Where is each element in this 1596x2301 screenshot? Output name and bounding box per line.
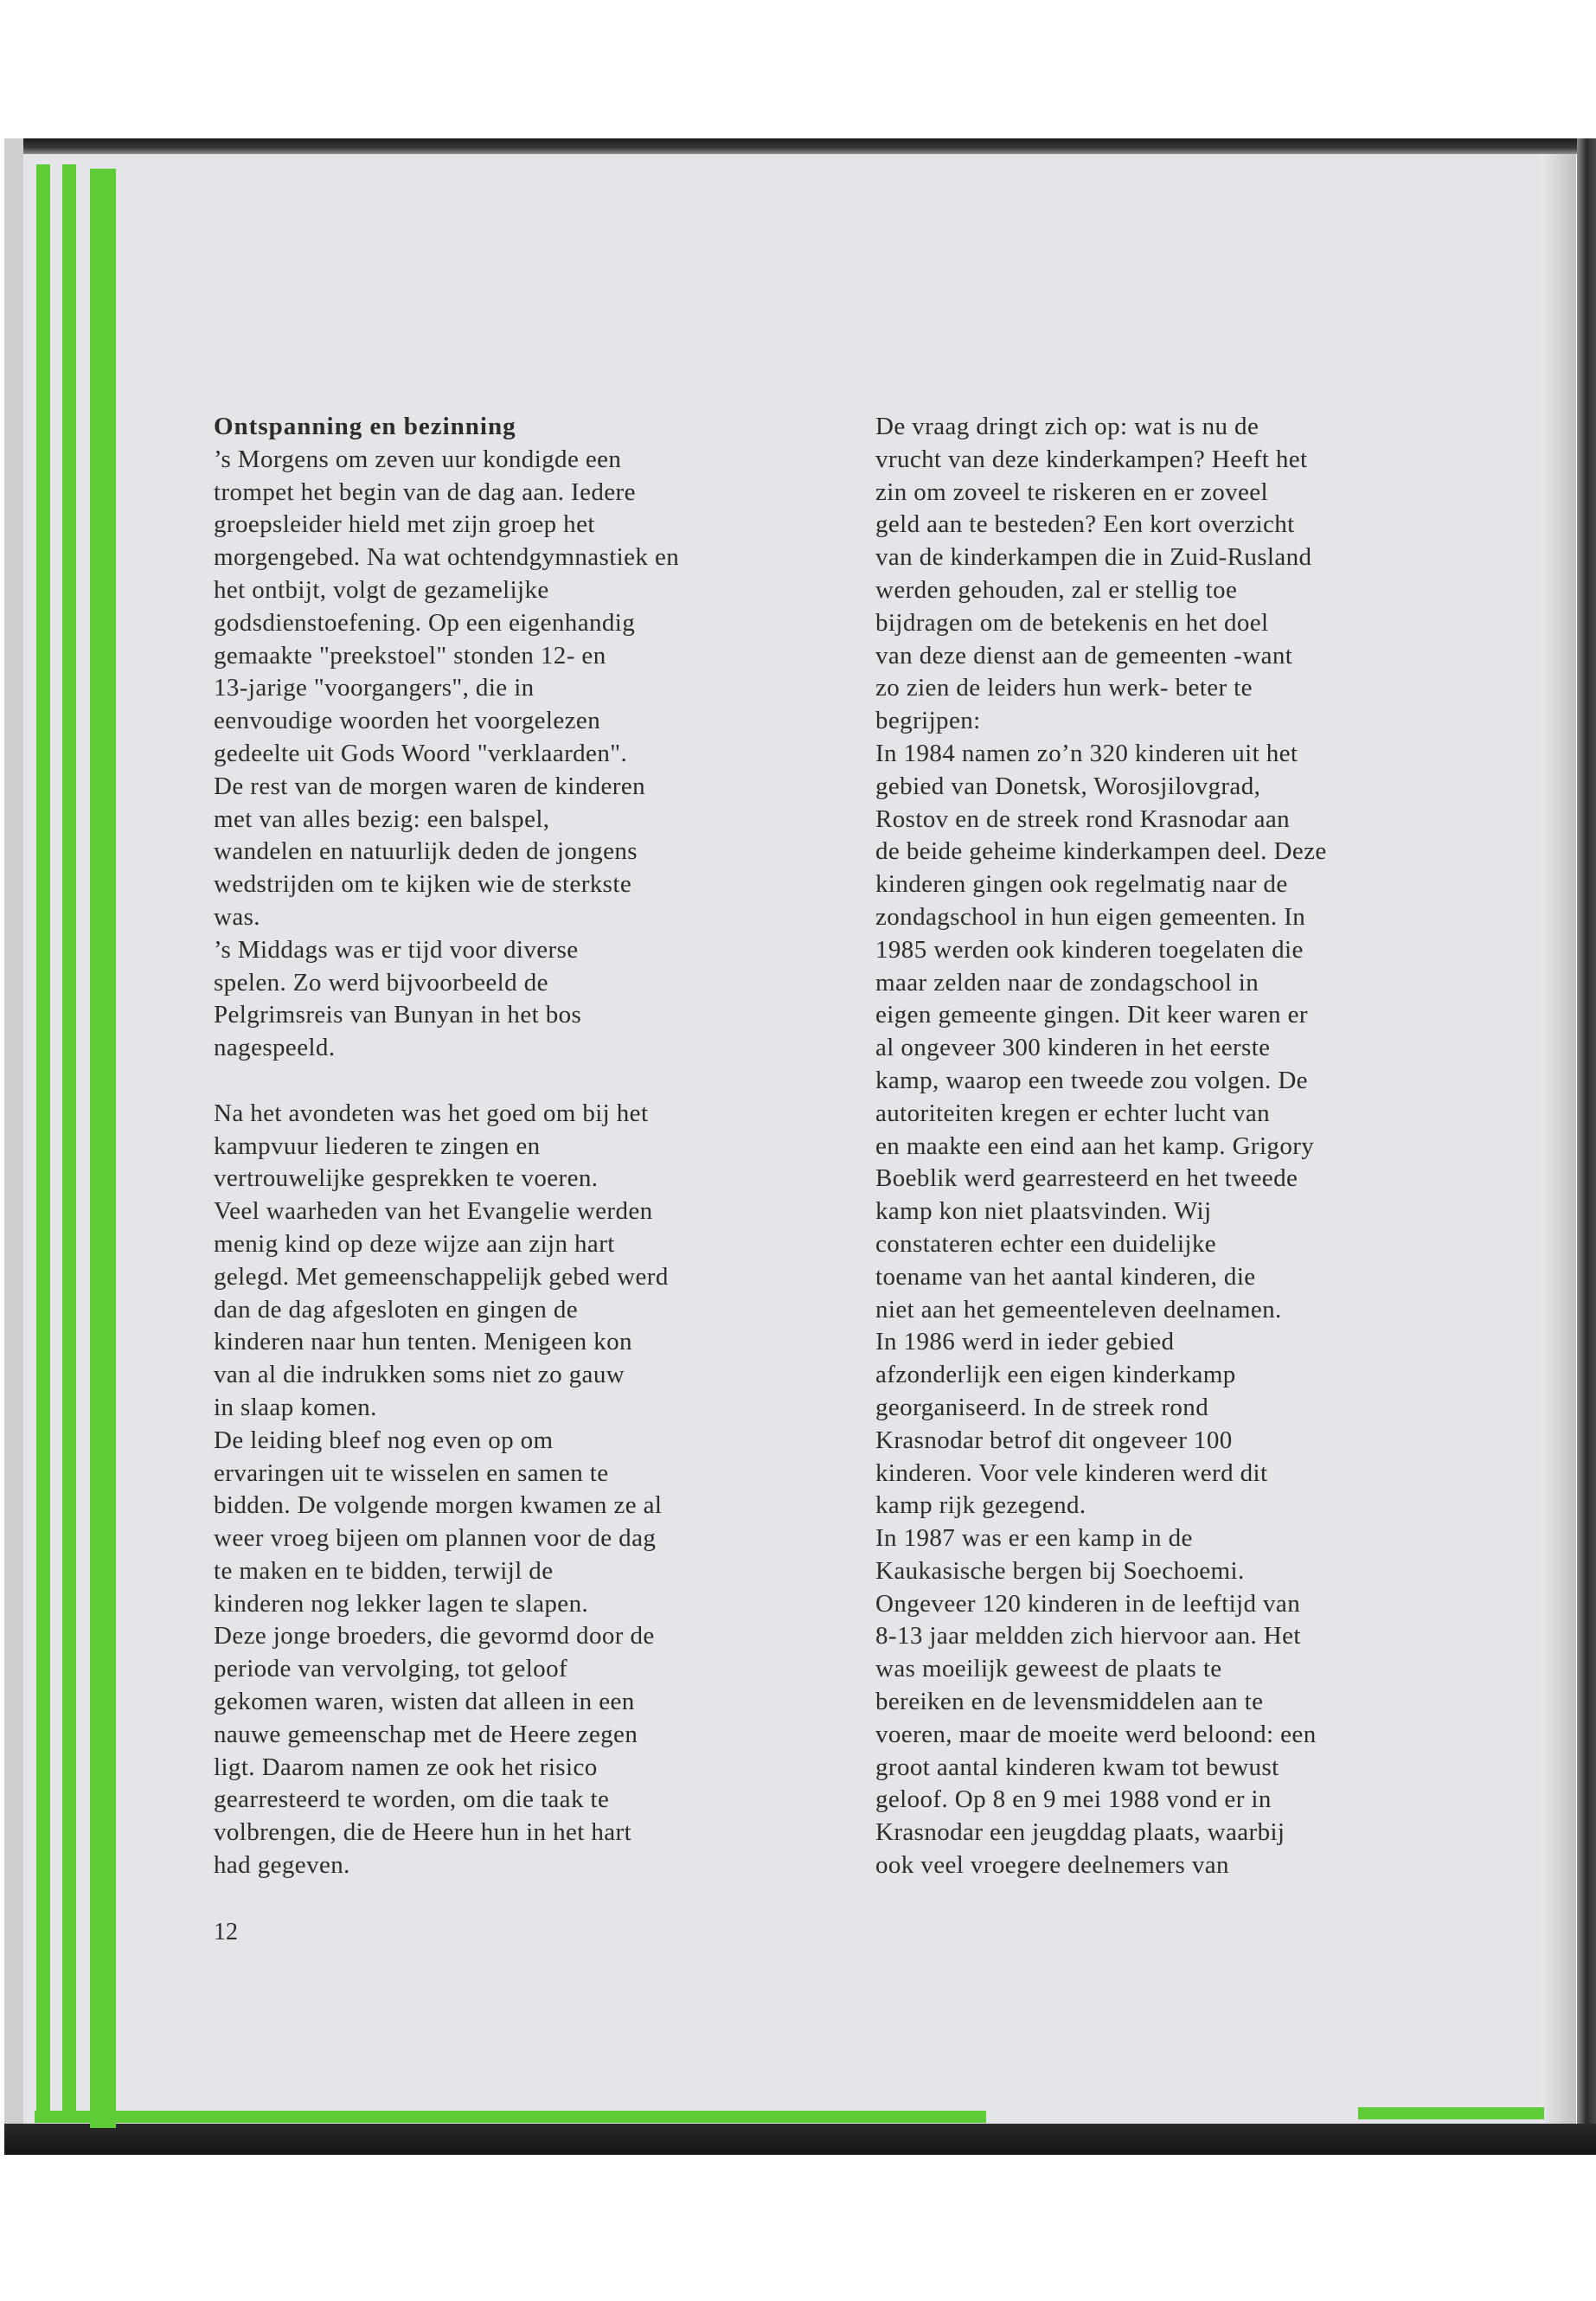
- text-line: georganiseerd. In de streek rond: [875, 1393, 1209, 1421]
- text-line: Krasnodar een jeugddag plaats, waarbij: [875, 1818, 1285, 1847]
- text-line: Na het avondeten was het goed om bij het: [214, 1099, 649, 1127]
- text-line: zondagschool in hun eigen gemeenten. In: [875, 902, 1306, 931]
- text-line: wandelen en natuurlijk deden de jongens: [214, 837, 638, 866]
- text-line: gemaakte "preekstoel" stonden 12- en: [214, 641, 606, 670]
- text-line: kinderen. Voor vele kinderen werd dit: [875, 1458, 1268, 1487]
- text-line: ’s Middags was er tijd voor diverse: [214, 935, 579, 964]
- text-line: groot aantal kinderen kwam tot bewust: [875, 1753, 1279, 1781]
- section-heading: Ontspanning en bezinning: [214, 413, 516, 440]
- text-line: kinderen nog lekker lagen te slapen.: [214, 1589, 589, 1618]
- text-line: weer vroeg bijeen om plannen voor de dag: [214, 1524, 657, 1553]
- text-line: kinderen naar hun tenten. Menigeen kon: [214, 1328, 632, 1356]
- text-line: van deze dienst aan de gemeenten -want: [875, 641, 1293, 670]
- text-line: morgengebed. Na wat ochtendgymnastiek en: [214, 543, 680, 572]
- text-line: Ongeveer 120 kinderen in de leeftijd van: [875, 1589, 1301, 1618]
- text-line: gekomen waren, wisten dat alleen in een: [214, 1688, 635, 1716]
- text-line: eigen gemeente gingen. Dit keer waren er: [875, 1001, 1308, 1029]
- text-line: geloof. Op 8 en 9 mei 1988 vond er in: [875, 1785, 1272, 1814]
- text-line: groepsleider hield met zijn groep het: [214, 510, 595, 539]
- book-frame-top: [4, 138, 1596, 154]
- paragraph-gap: [214, 1065, 811, 1098]
- text-line: menig kind op deze wijze aan zijn hart: [214, 1229, 615, 1258]
- right-text-column: [875, 411, 1472, 1882]
- text-line: In 1987 was er een kamp in de: [875, 1524, 1193, 1553]
- text-line: kampvuur liederen te zingen en: [214, 1131, 541, 1160]
- text-line: nagespeeld.: [214, 1034, 336, 1062]
- text-line: toename van het aantal kinderen, die: [875, 1262, 1256, 1291]
- text-line: nauwe gemeenschap met de Heere zegen: [214, 1720, 638, 1748]
- page-fore-edge: [1540, 154, 1576, 2124]
- text-line: Veel waarheden van het Evangelie werden: [214, 1197, 653, 1226]
- text-line: constateren echter een duidelijke: [875, 1229, 1217, 1258]
- text-line: gebied van Donetsk, Worosjilovgrad,: [875, 772, 1261, 800]
- text-line: het ontbijt, volgt de gezamelijke: [214, 575, 549, 604]
- text-line: had gegeven.: [214, 1851, 350, 1880]
- text-line: zin om zoveel te riskeren en er zoveel: [875, 478, 1269, 506]
- green-bottom-strip: [35, 2111, 986, 2123]
- text-line: werden gehouden, zal er stellig toe: [875, 575, 1238, 604]
- text-line: autoriteiten kregen er echter lucht van: [875, 1099, 1271, 1127]
- text-line: spelen. Zo werd bijvoorbeeld de: [214, 968, 548, 997]
- book-frame-right: [1577, 138, 1596, 2154]
- text-line: eenvoudige woorden het voorgelezen: [214, 707, 601, 735]
- text-line: kamp kon niet plaatsvinden. Wij: [875, 1197, 1212, 1226]
- text-line: Kaukasische bergen bij Soechoemi.: [875, 1556, 1245, 1585]
- text-line: Deze jonge broeders, die gevormd door de: [214, 1622, 655, 1650]
- text-line: gearresteerd te worden, om die taak te: [214, 1785, 610, 1814]
- green-edge-strip: [36, 164, 50, 2111]
- text-line: afzonderlijk een eigen kinderkamp: [875, 1361, 1236, 1389]
- text-line: al ongeveer 300 kinderen in het eerste: [875, 1034, 1271, 1062]
- text-line: gelegd. Met gemeenschappelijk gebed werd: [214, 1262, 669, 1291]
- text-line: in slaap komen.: [214, 1393, 377, 1421]
- text-line: godsdienstoefening. Op een eigenhandig: [214, 608, 636, 637]
- text-line: Krasnodar betrof dit ongeveer 100: [875, 1426, 1233, 1454]
- text-line: De leiding bleef nog even op om: [214, 1426, 554, 1454]
- text-line: De vraag dringt zich op: wat is nu de: [875, 413, 1259, 440]
- text-line: kamp rijk gezegend.: [875, 1491, 1086, 1520]
- text-line: ’s Morgens om zeven uur kondigde een: [214, 445, 622, 473]
- text-line: 13-jarige "voorgangers", die in: [214, 674, 535, 702]
- text-line: ligt. Daarom namen ze ook het risico: [214, 1753, 598, 1781]
- text-line: met van alles bezig: een balspel,: [214, 804, 550, 833]
- paragraph-2: [214, 1098, 811, 1882]
- text-line: Pelgrimsreis van Bunyan in het bos: [214, 1001, 582, 1029]
- text-line: maar zelden naar de zondagschool in: [875, 968, 1259, 997]
- text-line: was.: [214, 902, 260, 931]
- text-line: begrijpen:: [875, 707, 981, 735]
- text-line: wedstrijden om te kijken wie de sterkste: [214, 870, 632, 899]
- book-frame-bottom: [4, 2124, 1596, 2155]
- text-line: vrucht van deze kinderkampen? Heeft het: [875, 445, 1308, 473]
- text-line: Rostov en de streek rond Krasnodar aan: [875, 804, 1291, 833]
- text-line: In 1986 werd in ieder gebied: [875, 1328, 1175, 1356]
- text-line: volbrengen, die de Heere hun in het hart: [214, 1818, 632, 1847]
- text-line: vertrouwelijke gesprekken te voeren.: [214, 1164, 599, 1193]
- green-edge-strip: [90, 169, 116, 2128]
- text-line: bidden. De volgende morgen kwamen ze al: [214, 1491, 663, 1520]
- text-line: In 1984 namen zo’n 320 kinderen uit het: [875, 739, 1298, 767]
- text-line: periode van vervolging, tot geloof: [214, 1655, 568, 1683]
- text-line: trompet het begin van de dag aan. Iedere: [214, 478, 636, 506]
- text-line: kamp, waarop een tweede zou volgen. De: [875, 1066, 1308, 1094]
- text-line: De rest van de morgen waren de kinderen: [214, 772, 646, 800]
- text-line: geld aan te besteden? Een kort overzicht: [875, 510, 1295, 539]
- right-column-text: [875, 411, 1472, 1882]
- text-line: 1985 werden ook kinderen toegelaten die: [875, 935, 1304, 964]
- text-line: kinderen gingen ook regelmatig naar de: [875, 870, 1288, 899]
- text-line: de beide geheime kinderkampen deel. Deze: [875, 837, 1327, 866]
- green-edge-strip: [62, 164, 76, 2115]
- green-bottom-strip: [1358, 2107, 1544, 2119]
- book-frame-left: [4, 138, 23, 2154]
- text-line: Boeblik werd gearresteerd en het tweede: [875, 1164, 1298, 1193]
- text-line: en maakte een eind aan het kamp. Grigory: [875, 1131, 1315, 1160]
- text-line: dan de dag afgesloten en gingen de: [214, 1295, 579, 1324]
- text-line: was moeilijk geweest de plaats te: [875, 1655, 1222, 1683]
- page-number: 12: [214, 1919, 238, 1945]
- text-line: van al die indrukken soms niet zo gauw: [214, 1361, 625, 1389]
- left-text-column: [214, 411, 811, 1882]
- text-line: niet aan het gemeenteleven deelnamen.: [875, 1295, 1282, 1324]
- text-line: van de kinderkampen die in Zuid-Rusland: [875, 543, 1312, 572]
- text-line: zo zien de leiders hun werk- beter te: [875, 674, 1253, 702]
- text-line: gedeelte uit Gods Woord "verklaarden".: [214, 739, 628, 767]
- text-line: ook veel vroegere deelnemers van: [875, 1851, 1229, 1880]
- text-line: voeren, maar de moeite werd beloond: een: [875, 1720, 1317, 1748]
- text-line: 8-13 jaar meldden zich hiervoor aan. Het: [875, 1622, 1301, 1650]
- text-line: bijdragen om de betekenis en het doel: [875, 608, 1269, 637]
- text-line: te maken en te bidden, terwijl de: [214, 1556, 554, 1585]
- paragraph-1: [214, 444, 811, 1065]
- text-line: bereiken en de levensmiddelen aan te: [875, 1688, 1264, 1716]
- text-line: ervaringen uit te wisselen en samen te: [214, 1458, 609, 1487]
